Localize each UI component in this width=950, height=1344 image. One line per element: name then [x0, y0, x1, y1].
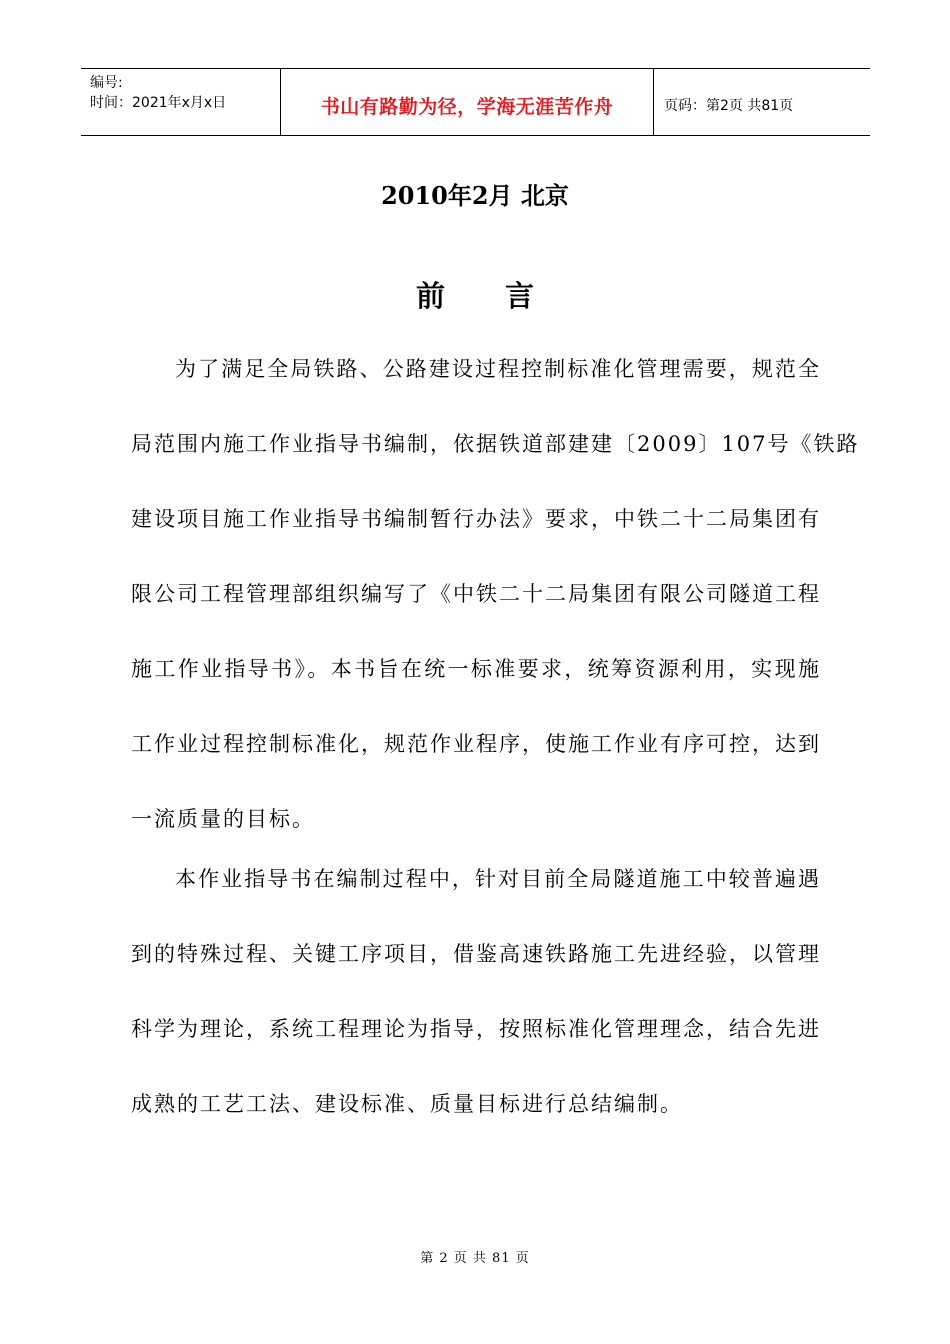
header-motto-cell: [281, 69, 654, 135]
paragraph-1: [131, 332, 860, 857]
paragraph-line: 局范围内施工作业指导书编制，依据铁道部建建〔2009〕107号《铁路: [131, 432, 860, 456]
page-title: 前言: [415, 279, 594, 313]
header-page-cell: [654, 69, 870, 135]
paragraph-line: 一流质量的目标。: [131, 807, 315, 831]
paragraph-line: 成熟的工艺工法、建设标准、质量目标进行总结编制。: [131, 1092, 683, 1116]
paragraph-line: 建设项目施工作业指导书编制暂行办法》要求，中铁二十二局集团有: [131, 507, 821, 531]
paragraph-line: 到的特殊过程、关键工序项目，借鉴高速铁路施工先进经验，以管理: [131, 942, 821, 966]
date-location: 2010年2月 北京: [381, 181, 569, 210]
paragraph-line: 科学为理论，系统工程理论为指导，按照标准化管理理念，结合先进: [131, 1017, 821, 1041]
paragraph-2: [131, 842, 821, 1142]
page-info: 页码：第2页 共81页: [664, 98, 794, 114]
motto-text: 书山有路勤为径，学海无涯苦作舟: [320, 95, 614, 118]
paragraph-line: 本作业指导书在编制过程中，针对目前全局隧道施工中较普遍遇: [175, 867, 821, 891]
paragraph-line: 限公司工程管理部组织编写了《中铁二十二局集团有限公司隧道工程: [131, 582, 821, 606]
paragraph-line: 工作业过程控制标准化，规范作业程序，使施工作业有序可控，达到: [131, 732, 821, 756]
time-label: 时间：2021年x月x日: [90, 95, 227, 111]
paragraph-line: 为了满足全局铁路、公路建设过程控制标准化管理需要，规范全: [175, 357, 821, 381]
header-table: [81, 68, 870, 136]
paragraph-line: 施工作业指导书》。本书旨在统一标准要求，统筹资源利用，实现施: [131, 657, 821, 681]
number-label: 编号:: [90, 75, 123, 91]
header-meta-cell: [81, 69, 281, 135]
page-footer: 第 2 页 共 81 页: [420, 1251, 530, 1266]
